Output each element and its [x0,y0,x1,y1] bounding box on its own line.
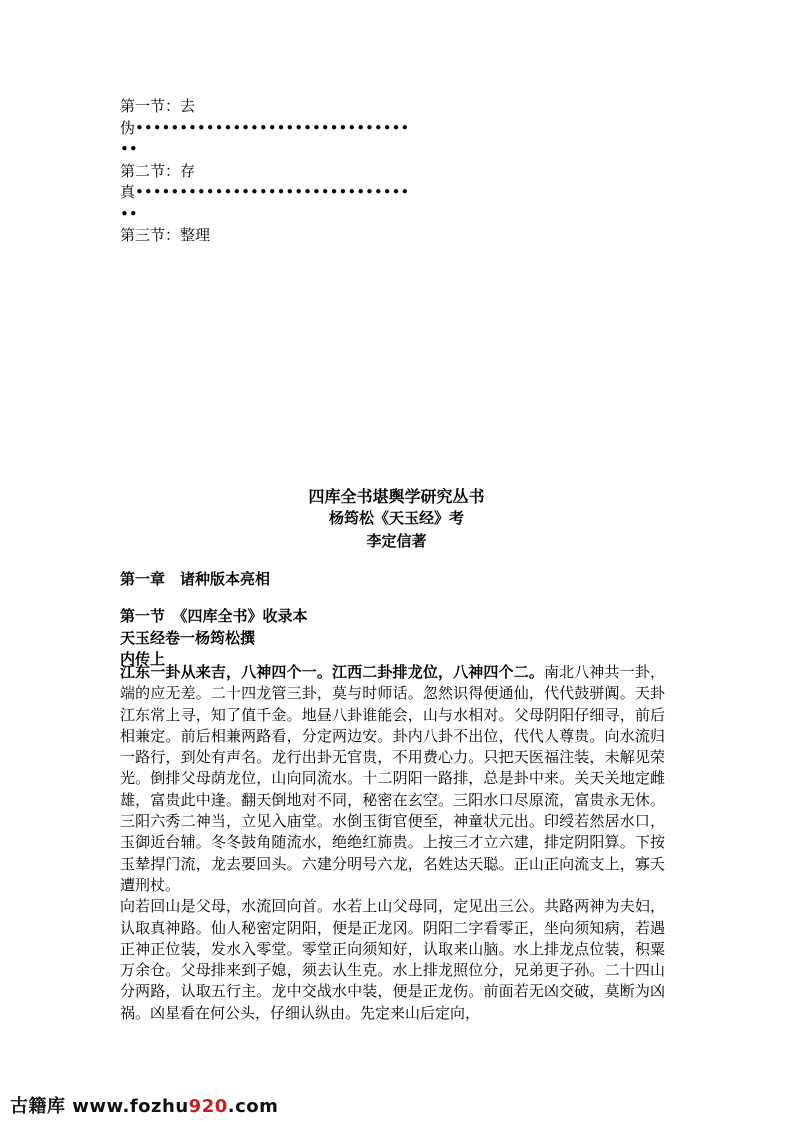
table-of-contents [120,96,665,247]
paragraph-1 [120,662,665,896]
footer-url-prefix: www.fozhu [72,1096,189,1117]
body-text [120,662,665,1024]
paragraph-2: 向若回山是父母，水流回向首。水若上山父母同，定见出三公。共路两神为夫妇，认取真神路。仙人秘密定阴阳，便是正龙冈。阴阳二字看零正，坐向须知病，若遇正神正位装，发水入零堂。零堂正向须知好，认取来山脑。水上排龙点位装，积粟万余仓。父母排来到子媳，须去认生克。水上排龙照位分，兄弟更子孙。二十四山分两路，认取五行主。龙中交战水中装，便是正龙伤。前面若无凶交破，莫断为凶祸。凶星看在何公头，仔细认纵由。先定来山后定向， [120,897,665,1022]
paragraph-1-text: 南北八神共一卦，端的应无差。二十四龙管三卦，莫与时师话。忽然识得便通仙，代代鼓骈阗。天卦江东常上寻，知了值千金。地昼八卦谁能会，山与水相对。父母阴阳仔细寻，前后相兼定。前后相兼两路看，分定两边安。卦内八卦不出位，代代人尊贵。向水流归一路行，到处有声名。龙行出卦无官贵，不用费心力。只把天医福注装，未解见荣光。倒排父母荫龙位，山向同流水。十二阴阳一路排，总是卦中来。关天关地定雌雄，富贵此中逢。翻天倒地对不同，秘密在玄空。三阳水口尽原流，富贵永无休。三阳六秀二神当，立见入庙堂。水倒玉街官便至，神童状元出。印绶若然居水口，玉御近台辅。冬冬鼓角随流水，绝绝红旆贵。上按三才立六建，排定阴阳算。下按玉辇捍门流，龙去要回头。六建分明号六龙，名姓达天聪。正山正向流支上，寡夭遭刑杖。 [120,663,665,894]
toc-leader-1-cont: •• [120,140,138,158]
footer-url-suffix: .com [227,1096,279,1117]
toc-leader-2: 真••••••••••••••••••••••••••••••• [120,183,410,201]
footer-url [72,1096,278,1117]
section-title: 第一节 《四库全书》收录本 [120,607,308,625]
footer-brand: 古籍库 [10,1096,66,1117]
part-title: 内传上 [120,650,166,668]
toc-entry-3: 第三节：整理 [120,226,211,244]
chapter-title: 第一章 诸种版本亮相 [120,570,271,588]
book-line: 天玉经卷一杨筠松撰 [120,628,256,647]
toc-leader-1: 伪••••••••••••••••••••••••••••••• [120,118,410,137]
section-heading [120,606,308,671]
toc-entry-1: 第一节：去 [120,97,196,115]
lead-verse: 江东一卦从来吉，八神四个一。江西二卦排龙位，八神四个二。 [120,663,544,681]
series-title: 四库全书堪舆学研究丛书 [308,487,485,506]
book-title: 杨筠松《天玉经》考 [328,509,464,527]
toc-leader-2-cont: •• [120,204,138,223]
watermark-footer [10,1092,278,1118]
author-line: 李定信著 [366,532,427,550]
toc-entry-2: 第二节：存 [120,161,196,180]
footer-url-number: 920 [188,1096,228,1117]
